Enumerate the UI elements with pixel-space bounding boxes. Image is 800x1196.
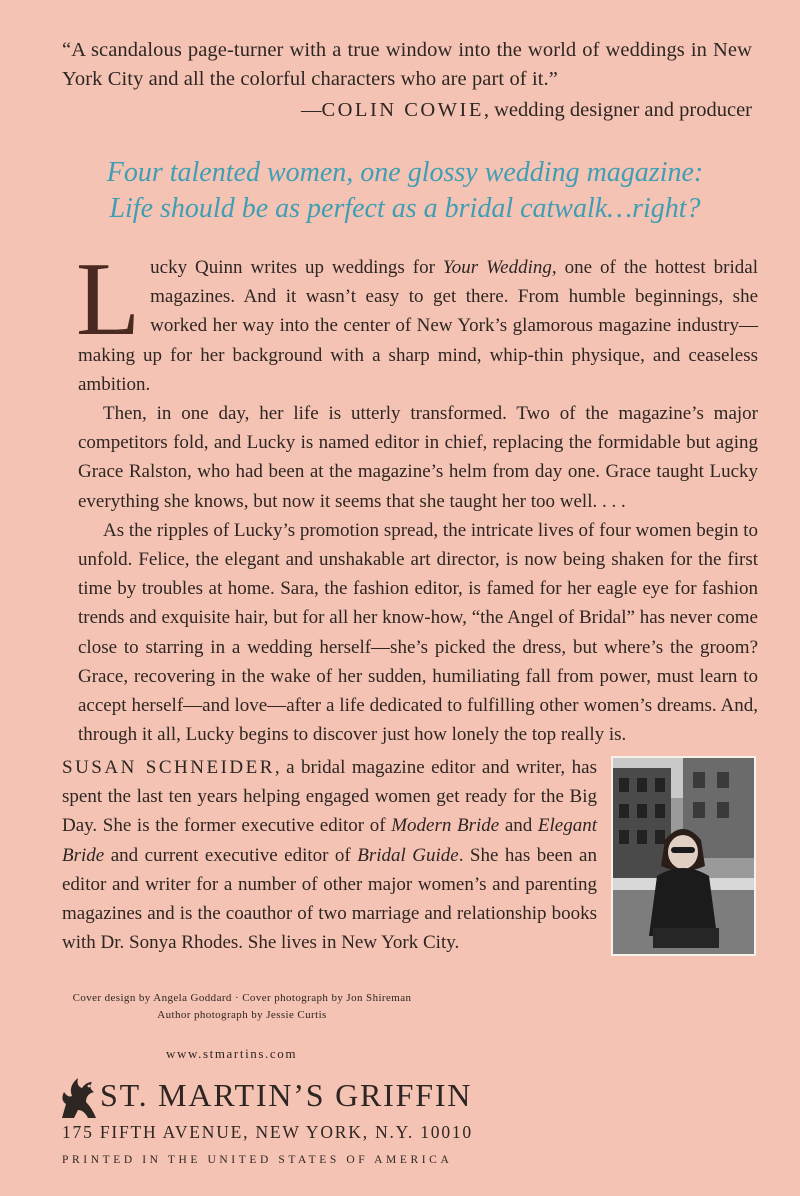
magazine-modern-bride: Modern Bride [391, 815, 500, 837]
author-name: SUSAN SCHNEIDER [62, 757, 275, 778]
bio-text-4: . She has been an editor and writer for a number of other major women’s and parenting magazines and is the coauthor of two marriage and relationship books with Dr. Sonya Rhodes. She lives in New York City. [62, 844, 597, 954]
cover-credits: Cover design by Angela Goddard · Cover photograph by Jon Shireman [72, 992, 412, 1004]
photo-credits: Author photograph by Jessie Curtis [157, 1009, 327, 1021]
drop-cap: L [76, 240, 141, 357]
review-quote-text: “A scandalous page-turner with a true window into the world of weddings in New York City and all the colorful characters who are part of it.” [62, 39, 752, 90]
magazine-title-your-wedding: Your Wedding [442, 257, 552, 278]
publisher-address: 175 FIFTH AVENUE, NEW YORK, N.Y. 10010 [62, 1122, 473, 1142]
bio-text-2: and [499, 815, 538, 837]
bio-text-1: , a bridal magazine editor and writer, has spent the last ten years helping engaged women get ready for the Big Day. She is the former executive editor of [62, 757, 597, 837]
magazine-bridal-guide: Bridal Guide [357, 844, 459, 866]
story-p1-text-a: ucky Quinn writes up weddings for [150, 257, 443, 278]
credits [62, 990, 422, 1024]
bio-text-3: and current executive editor of [104, 844, 358, 866]
attribution-role: , wedding designer and producer [483, 99, 752, 121]
story-paragraph-3: As the ripples of Lucky’s promotion spread, the intricate lives of four women begin to unfold. Felice, the elegant and unshakable art director, is now being shaken for the first time by troubles at home. Sara, the fashion editor, is famed for her eagle eye for fashion trends and exquisite hair, but for all her know-how, “the Angel of Bridal” has never come close to starring in a wedding herself—she’s picked the dress, but where’s the groom? Grace, recovering in the wake of her sudden, humiliating fall from power, must learn to accept herself—and love—after a life dedicated to fulfilling other women’s dreams. And, through it all, Lucky begins to discover just how lonely the top really is. [78, 519, 758, 746]
story-paragraph-1 [76, 240, 758, 399]
attribution-dash: — [300, 99, 322, 121]
tagline [50, 155, 760, 227]
story-summary [76, 240, 758, 749]
story-paragraph-2: Then, in one day, her life is utterly transformed. Two of the magazine’s major competitors fold, and Lucky is named editor in chief, replacing the formidable but aging Grace Ralston, who had been at the magazine’s helm from day one. Grace taught Lucky everything she knows, but now it seems that she taught her too well. . . . [78, 403, 758, 512]
author-photo-image [613, 758, 754, 954]
author-photo [611, 756, 756, 956]
magazine-elegant-bride: Elegant Bride [62, 815, 597, 866]
tagline-line-2: Life should be as perfect as a bridal catwalk…right? [109, 193, 701, 224]
publisher-url: www.stmartins.com [166, 1046, 298, 1061]
review-attribution [62, 96, 752, 125]
author-bio [62, 753, 597, 957]
griffin-icon [56, 1074, 100, 1120]
printed-in: PRINTED IN THE UNITED STATES OF AMERICA [62, 1154, 453, 1166]
publisher-name: ST. MARTIN’S GRIFFIN [100, 1077, 473, 1113]
story-p1-text-b: , one of the hottest bridal magazines. And it wasn’t easy to get there. From humble beginnings, she worked her way into the center of New York’s glamorous magazine industry—making up for her background with a sharp mind, whip-thin physique, and ceaseless ambition. [78, 257, 758, 395]
tagline-line-1: Four talented women, one glossy wedding magazine: [106, 157, 704, 188]
review-quote [62, 36, 752, 94]
attribution-name: COLIN COWIE [321, 99, 484, 121]
